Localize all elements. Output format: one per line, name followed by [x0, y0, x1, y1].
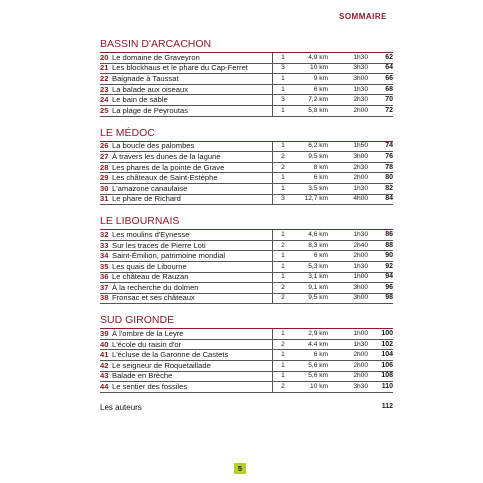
page-ref: 62: [385, 53, 393, 61]
route-title: Le seigneur de Roquetaillade: [112, 360, 211, 370]
route-duration: 2h00: [353, 174, 368, 182]
difficulty-level: 1: [281, 74, 285, 82]
route-duration: 1h00: [353, 330, 368, 338]
toc-section: [100, 127, 393, 206]
page-ref: 74: [385, 142, 393, 150]
difficulty-level: 2: [281, 163, 285, 171]
difficulty-level: 1: [281, 361, 285, 369]
toc-row[interactable]: [100, 53, 393, 64]
page-ref: 102: [381, 340, 393, 348]
column-divider: [272, 53, 273, 117]
route-number: 40: [100, 339, 109, 349]
page-ref: 100: [381, 330, 393, 338]
route-number: 20: [100, 52, 109, 62]
route-duration: 3h00: [353, 283, 368, 291]
route-distance: 10 km: [310, 383, 328, 391]
route-title: Les blockhaus et le phare du Cap-Ferret: [112, 63, 248, 73]
toc-row[interactable]: [100, 262, 393, 273]
page-ref: 82: [385, 184, 393, 192]
route-distance: 5,6 km: [308, 372, 328, 380]
route-distance: 6 km: [313, 174, 328, 182]
difficulty-level: 2: [281, 294, 285, 302]
difficulty-level: 1: [281, 142, 285, 150]
column-divider: [272, 329, 273, 393]
toc-row[interactable]: [100, 273, 393, 284]
route-number: 24: [100, 95, 109, 105]
table-of-contents: [100, 38, 393, 412]
page-ref: 98: [385, 294, 393, 302]
route-number: 31: [100, 194, 109, 204]
route-duration: 1h50: [353, 142, 368, 150]
toc-row[interactable]: [100, 152, 393, 163]
toc-row[interactable]: [100, 329, 393, 340]
route-title: À la recherche du dolmen: [112, 282, 199, 292]
toc-row[interactable]: [100, 142, 393, 153]
route-number: 21: [100, 63, 109, 73]
page-ref: 76: [385, 152, 393, 160]
route-duration: 1h00: [353, 273, 368, 281]
route-title: L'amazone canaulaise: [112, 183, 188, 193]
route-distance: 3,5 km: [308, 184, 328, 192]
section-title: LE MÉDOC: [100, 127, 393, 142]
route-distance: 10 km: [310, 64, 328, 72]
toc-row[interactable]: [100, 173, 393, 184]
route-title: L'écluse de la Garonne de Castets: [112, 350, 229, 360]
page-ref: 104: [381, 351, 393, 359]
page-ref: 86: [385, 230, 393, 238]
difficulty-level: 1: [281, 106, 285, 114]
difficulty-level: 1: [281, 273, 285, 281]
difficulty-level: 3: [281, 96, 285, 104]
toc-section: [100, 314, 393, 393]
route-distance: 6 km: [313, 351, 328, 359]
route-duration: 2h00: [353, 361, 368, 369]
route-duration: 2h40: [353, 241, 368, 249]
page-ref: 78: [385, 163, 393, 171]
route-number: 27: [100, 151, 109, 161]
route-distance: 9,1 km: [308, 283, 328, 291]
route-distance: 8 km: [313, 163, 328, 171]
route-number: 23: [100, 84, 109, 94]
route-number: 35: [100, 261, 109, 271]
toc-row[interactable]: [100, 184, 393, 195]
route-duration: 3h00: [353, 74, 368, 82]
difficulty-level: 1: [281, 330, 285, 338]
page-ref: 90: [385, 252, 393, 260]
page-number: 5: [234, 463, 246, 474]
authors-label: Les auteurs: [100, 402, 142, 412]
route-duration: 1h30: [353, 262, 368, 270]
page-ref: 88: [385, 241, 393, 249]
route-title: Sur les traces de Pierre Loti: [112, 240, 206, 250]
route-duration: 2h00: [353, 106, 368, 114]
route-title: Les quais de Libourne: [112, 261, 187, 271]
route-title: Le sentier des fossiles: [112, 382, 188, 392]
route-distance: 5,3 km: [308, 262, 328, 270]
route-title: Baignade à Taussat: [112, 73, 179, 83]
route-title: Le château de Rauzan: [112, 272, 189, 282]
route-title: Les moulins d'Eynesse: [112, 229, 190, 239]
route-number: 44: [100, 382, 109, 392]
route-duration: 2h00: [353, 372, 368, 380]
authors-page: 112: [381, 402, 393, 410]
route-distance: 9,5 km: [308, 294, 328, 302]
route-number: 41: [100, 350, 109, 360]
difficulty-level: 2: [281, 283, 285, 291]
route-title: Le phare de Richard: [112, 194, 181, 204]
route-number: 22: [100, 73, 109, 83]
route-distance: 4,4 km: [308, 340, 328, 348]
route-duration: 2h00: [353, 252, 368, 260]
route-title: Fronsac et ses châteaux: [112, 293, 195, 303]
column-divider: [272, 230, 273, 304]
difficulty-level: 2: [281, 383, 285, 391]
route-title: Saint-Émilion, patrimoine mondial: [112, 251, 226, 261]
route-number: 42: [100, 360, 109, 370]
difficulty-level: 1: [281, 53, 285, 61]
toc-row[interactable]: [100, 230, 393, 241]
page-ref: 64: [385, 64, 393, 72]
route-number: 30: [100, 183, 109, 193]
route-title: La balade aux oiseaux: [112, 84, 188, 94]
route-distance: 3,1 km: [308, 273, 328, 281]
page-ref: 84: [385, 195, 393, 203]
column-divider: [272, 142, 273, 206]
route-duration: 1h30: [353, 230, 368, 238]
route-duration: 1h30: [353, 53, 368, 61]
toc-row[interactable]: [100, 294, 393, 305]
difficulty-level: 2: [281, 340, 285, 348]
route-duration: 2h30: [353, 163, 368, 171]
page-ref: 70: [385, 96, 393, 104]
route-number: 25: [100, 105, 109, 115]
difficulty-level: 1: [281, 230, 285, 238]
toc-row[interactable]: [100, 195, 393, 206]
route-distance: 6 km: [313, 85, 328, 93]
route-duration: 1h30: [353, 340, 368, 348]
route-distance: 6 km: [313, 252, 328, 260]
difficulty-level: 1: [281, 372, 285, 380]
route-distance: 6,2 km: [308, 142, 328, 150]
toc-row[interactable]: [100, 382, 393, 393]
toc-row[interactable]: [100, 340, 393, 351]
difficulty-level: 2: [281, 152, 285, 160]
section-title: BASSIN D'ARCACHON: [100, 38, 393, 53]
route-duration: 3h00: [353, 294, 368, 302]
difficulty-level: 2: [281, 241, 285, 249]
route-duration: 3h00: [353, 152, 368, 160]
page-ref: 68: [385, 85, 393, 93]
page-heading: SOMMAIRE: [339, 12, 387, 21]
difficulty-level: 1: [281, 252, 285, 260]
route-distance: 9,5 km: [308, 152, 328, 160]
toc-section: [100, 215, 393, 304]
route-number: 32: [100, 229, 109, 239]
route-duration: 2h00: [353, 351, 368, 359]
route-title: Le domaine de Graveyron: [112, 52, 200, 62]
route-distance: 4,6 km: [308, 230, 328, 238]
page-ref: 94: [385, 273, 393, 281]
route-title: L'école du raisin d'or: [112, 339, 182, 349]
route-number: 33: [100, 240, 109, 250]
route-number: 36: [100, 272, 109, 282]
toc-row[interactable]: [100, 95, 393, 106]
route-distance: 12,7 km: [304, 195, 328, 203]
route-number: 28: [100, 162, 109, 172]
toc-row[interactable]: [100, 64, 393, 75]
page-ref: 66: [385, 74, 393, 82]
section-title: LE LIBOURNAIS: [100, 215, 393, 230]
toc-row[interactable]: [100, 163, 393, 174]
route-duration: 1h30: [353, 85, 368, 93]
route-number: 38: [100, 293, 109, 303]
route-number: 39: [100, 329, 109, 339]
route-number: 43: [100, 371, 109, 381]
toc-row[interactable]: [100, 241, 393, 252]
route-title: La boucle des palombes: [112, 141, 195, 151]
route-title: À l'ombre de la Leyre: [112, 329, 184, 339]
toc-row[interactable]: [100, 372, 393, 383]
route-title: La plage de Peyroutas: [112, 105, 188, 115]
route-title: À travers les dunes de la lagune: [112, 151, 221, 161]
route-distance: 5,8 km: [308, 106, 328, 114]
route-title: Le bain de sable: [112, 95, 168, 105]
page-ref: 108: [381, 372, 393, 380]
difficulty-level: 3: [281, 195, 285, 203]
toc-section: [100, 38, 393, 117]
difficulty-level: 1: [281, 262, 285, 270]
toc-row[interactable]: [100, 74, 393, 85]
route-number: 37: [100, 282, 109, 292]
route-title: Les châteaux de Saint-Estèphe: [112, 173, 218, 183]
route-distance: 5,6 km: [308, 361, 328, 369]
difficulty-level: 1: [281, 351, 285, 359]
section-title: SUD GIRONDE: [100, 314, 393, 329]
difficulty-level: 1: [281, 174, 285, 182]
toc-row[interactable]: [100, 251, 393, 262]
page-ref: 110: [381, 383, 393, 391]
toc-row[interactable]: [100, 361, 393, 372]
route-number: 29: [100, 173, 109, 183]
authors-entry[interactable]: [100, 403, 393, 412]
route-duration: 3h30: [353, 64, 368, 72]
difficulty-level: 3: [281, 64, 285, 72]
route-distance: 4,9 km: [308, 53, 328, 61]
route-distance: 7,2 km: [308, 96, 328, 104]
page-ref: 92: [385, 262, 393, 270]
route-distance: 9 km: [313, 74, 328, 82]
route-duration: 3h30: [353, 383, 368, 391]
toc-row[interactable]: [100, 85, 393, 96]
route-number: 26: [100, 141, 109, 151]
route-number: 34: [100, 251, 109, 261]
route-distance: 2,9 km: [308, 330, 328, 338]
route-duration: 2h30: [353, 96, 368, 104]
page-ref: 96: [385, 283, 393, 291]
page-ref: 80: [385, 174, 393, 182]
toc-row[interactable]: [100, 283, 393, 294]
toc-row[interactable]: [100, 350, 393, 361]
difficulty-level: 1: [281, 184, 285, 192]
difficulty-level: 1: [281, 85, 285, 93]
page-ref: 72: [385, 106, 393, 114]
route-title: Les phares de la pointe de Grave: [112, 162, 225, 172]
page-ref: 106: [381, 361, 393, 369]
route-duration: 4h00: [353, 195, 368, 203]
toc-row[interactable]: [100, 106, 393, 117]
route-distance: 8,3 km: [308, 241, 328, 249]
route-duration: 1h30: [353, 184, 368, 192]
route-title: Balade en Brèche: [112, 371, 173, 381]
